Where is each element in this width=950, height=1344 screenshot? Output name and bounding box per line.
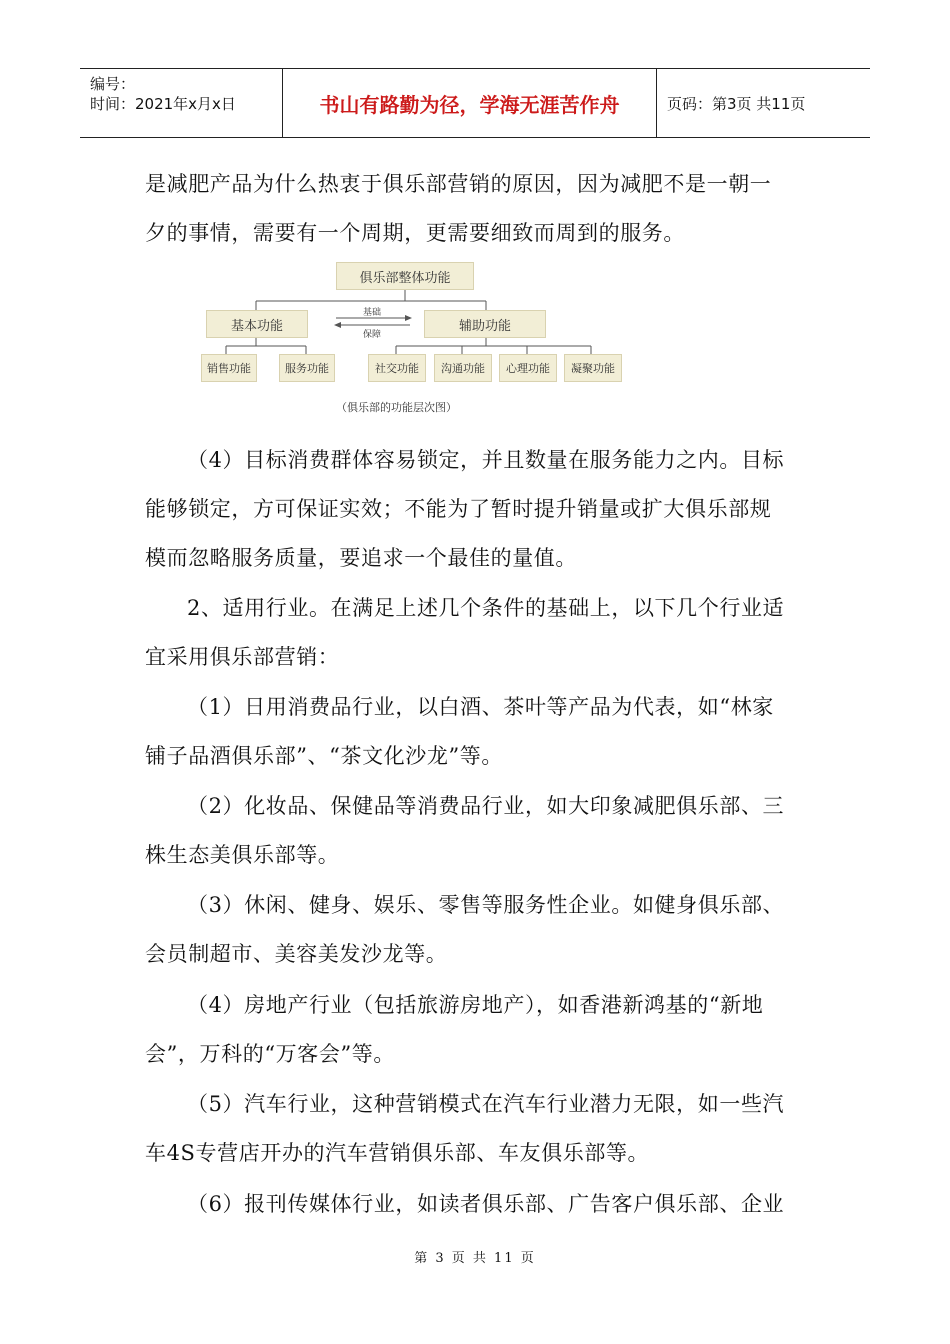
text-line: 会”，万科的“万客会”等。 [145,1042,396,1066]
function-hierarchy-diagram [196,257,634,419]
header-meta-cell [80,69,283,137]
text-line: （1）日用消费品行业，以白酒、茶叶等产品为代表，如“林家 [187,695,774,719]
text-line: 铺子品酒俱乐部”、“茶文化沙龙”等。 [145,744,504,768]
paragraph [145,160,810,258]
text-line: 能够锁定，方可保证实效；不能为了暂时提升销量或扩大俱乐部规 [145,497,772,521]
page-header [80,68,870,138]
diagram-leaf-node: 销售功能 [201,354,257,382]
text-line: 车4S专营店开办的汽车营销俱乐部、车友俱乐部等。 [145,1141,650,1165]
paragraph [145,981,810,1079]
diagram-leaf-node: 沟通功能 [434,354,492,382]
paragraph [145,436,810,583]
text-line: 宜采用俱乐部营销： [145,645,340,669]
diagram-caption: （俱乐部的功能层次图） [336,401,457,414]
text-line: 株生态美俱乐部等。 [145,843,340,867]
text-line: （4）房地产行业（包括旅游房地产），如香港新鸿基的“新地 [187,993,764,1017]
text-line: （2）化妆品、保健品等消费品行业，如大印象减肥俱乐部、三 [187,794,785,818]
text-line: 2、适用行业。在满足上述几个条件的基础上，以下几个行业适 [187,596,785,620]
header-page-info: 页码：第3页 共11页 [667,94,806,113]
diagram-leaf-node: 凝聚功能 [564,354,622,382]
text-line: （4）目标消费群体容易锁定，并且数量在服务能力之内。目标 [187,448,785,472]
paragraph [145,1180,810,1229]
paragraph [145,881,810,979]
arrow-label-top: 基础 [363,308,382,318]
diagram-leaf-node: 社交功能 [368,354,426,382]
paragraph [145,683,810,781]
paragraph [145,584,810,682]
text-line: 夕的事情，需要有一个周期，更需要细致而周到的服务。 [145,221,685,245]
document-number-label: 编号： [90,75,136,93]
header-motto: 书山有路勤为径，学海无涯苦作舟 [283,69,657,137]
diagram-node-auxiliary: 辅助功能 [424,310,546,338]
diagram-root-node: 俱乐部整体功能 [336,262,474,290]
diagram-leaf-node: 服务功能 [279,354,335,382]
page-footer: 第 3 页 共 11 页 [414,1251,536,1266]
document-date-label: 时间：2021年x月x日 [90,95,236,113]
paragraph [145,1080,810,1178]
arrow-label-bottom: 保障 [363,330,382,340]
diagram-leaf-node: 心理功能 [499,354,557,382]
text-line: （5）汽车行业，这种营销模式在汽车行业潜力无限，如一些汽 [187,1092,785,1116]
text-line: （6）报刊传媒体行业，如读者俱乐部、广告客户俱乐部、企业 [187,1192,785,1216]
text-line: （3）休闲、健身、娱乐、零售等服务性企业。如健身俱乐部、 [187,893,785,917]
text-line: 会员制超市、美容美发沙龙等。 [145,942,448,966]
text-line: 模而忽略服务质量，要追求一个最佳的量值。 [145,546,577,570]
paragraph [145,782,810,880]
diagram-node-basic: 基本功能 [206,310,308,338]
text-line: 是减肥产品为什么热衷于俱乐部营销的原因，因为减肥不是一朝一 [145,172,772,196]
